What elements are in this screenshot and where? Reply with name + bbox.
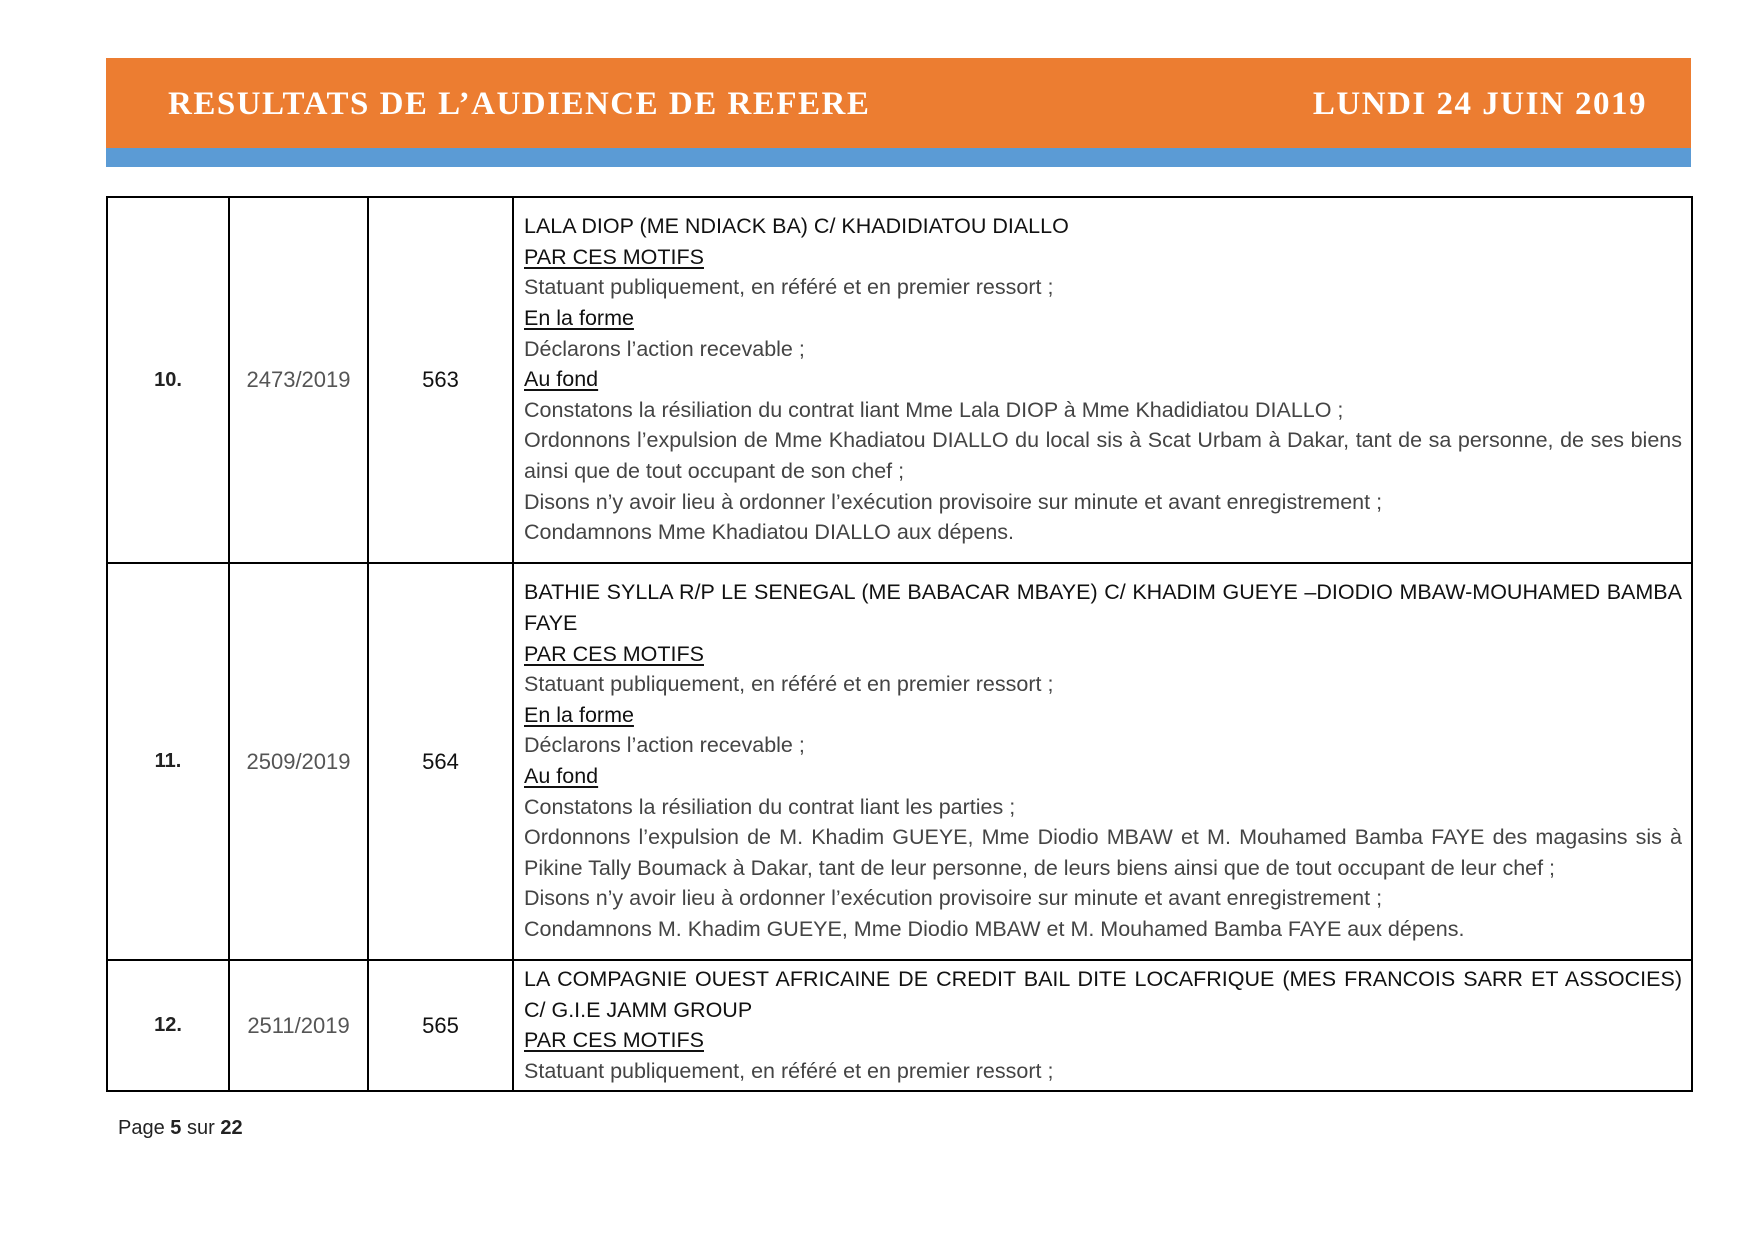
fond-line: Disons n’y avoir lieu à ordonner l’exécution provisoire sur minute et avant enregistrement ;	[524, 886, 1383, 911]
page-total: 22	[220, 1117, 243, 1139]
table-row	[107, 960, 1692, 1091]
motifs-heading: PAR CES MOTIFS	[524, 1028, 704, 1053]
fond-line: Condamnons Mme Khadiatou DIALLO aux dépens.	[524, 520, 1015, 545]
case-parties: LA COMPAGNIE OUEST AFRICAINE DE CREDIT BAIL DITE LOCAFRIQUE (MES FRANCOIS SARR ET ASSOCIES) C/ G.I.E JAMM GROUP	[524, 967, 1682, 1022]
decision-content	[513, 960, 1692, 1091]
page-header-banner	[106, 58, 1691, 148]
forme-heading: En la forme	[524, 306, 634, 331]
fond-line: Ordonnons l’expulsion de Mme Khadiatou DIALLO du local sis à Scat Urbam à Dakar, tant de sa personne, de ses biens ainsi que de tout occupant de son chef ;	[524, 428, 1682, 483]
page-current: 5	[170, 1117, 182, 1139]
fond-line: Constatons la résiliation du contrat liant Mme Lala DIOP à Mme Khadidiatou DIALLO ;	[524, 397, 1344, 422]
document-title: RESULTATS DE L’AUDIENCE DE REFERE	[168, 86, 871, 122]
case-parties: LALA DIOP (ME NDIACK BA) C/ KHADIDIATOU DIALLO	[524, 214, 1069, 239]
motifs-heading: PAR CES MOTIFS	[524, 244, 704, 269]
case-parties: BATHIE SYLLA R/P LE SENEGAL (ME BABACAR MBAYE) C/ KHADIM GUEYE –DIODIO MBAW-MOUHAMED BAMBA FAYE	[524, 580, 1682, 636]
ordonnance-number: 563	[368, 197, 513, 563]
fond-heading: Au fond	[524, 764, 599, 788]
hearing-date: LUNDI 24 JUIN 2019	[1312, 86, 1647, 122]
page-label: Page	[118, 1117, 165, 1139]
table-row	[107, 563, 1692, 960]
table-row	[107, 197, 1692, 563]
ordonnance-number: 564	[368, 563, 513, 960]
case-number: 10.	[107, 197, 229, 563]
case-number: 12.	[107, 960, 229, 1091]
decision-content	[513, 563, 1692, 960]
case-rg-number: 2511/2019	[229, 960, 368, 1091]
statuant-text: Statuant publiquement, en référé et en premier ressort ;	[524, 275, 1054, 300]
case-rg-number: 2509/2019	[229, 563, 368, 960]
case-rg-number: 2473/2019	[229, 197, 368, 563]
page-footer	[118, 1117, 243, 1140]
header-accent-stripe	[106, 148, 1691, 167]
decision-content	[513, 197, 1692, 563]
fond-line: Constatons la résiliation du contrat liant les parties ;	[524, 794, 1016, 819]
fond-heading: Au fond	[524, 367, 599, 392]
forme-text: Déclarons l’action recevable ;	[524, 336, 805, 361]
fond-line: Condamnons M. Khadim GUEYE, Mme Diodio MBAW et M. Mouhamed Bamba FAYE aux dépens.	[524, 916, 1465, 941]
motifs-heading: PAR CES MOTIFS	[524, 641, 704, 666]
page-separator: sur	[186, 1117, 215, 1139]
statuant-text: Statuant publiquement, en référé et en premier ressort ;	[524, 1058, 1054, 1083]
forme-text: Déclarons l’action recevable ;	[524, 733, 805, 758]
ordonnance-number: 565	[368, 960, 513, 1091]
forme-heading: En la forme	[524, 702, 634, 727]
fond-line: Ordonnons l’expulsion de M. Khadim GUEYE, Mme Diodio MBAW et M. Mouhamed Bamba FAYE des magasins sis à Pikine Tally Boumack à Dakar, tant de leur personne, de leurs biens ainsi que de tout occupant de leur chef ;	[524, 825, 1682, 880]
statuant-text: Statuant publiquement, en référé et en premier ressort ;	[524, 672, 1054, 697]
fond-line: Disons n’y avoir lieu à ordonner l’exécution provisoire sur minute et avant enregistrement ;	[524, 489, 1383, 514]
decisions-table	[106, 196, 1693, 1092]
case-number: 11.	[107, 563, 229, 960]
